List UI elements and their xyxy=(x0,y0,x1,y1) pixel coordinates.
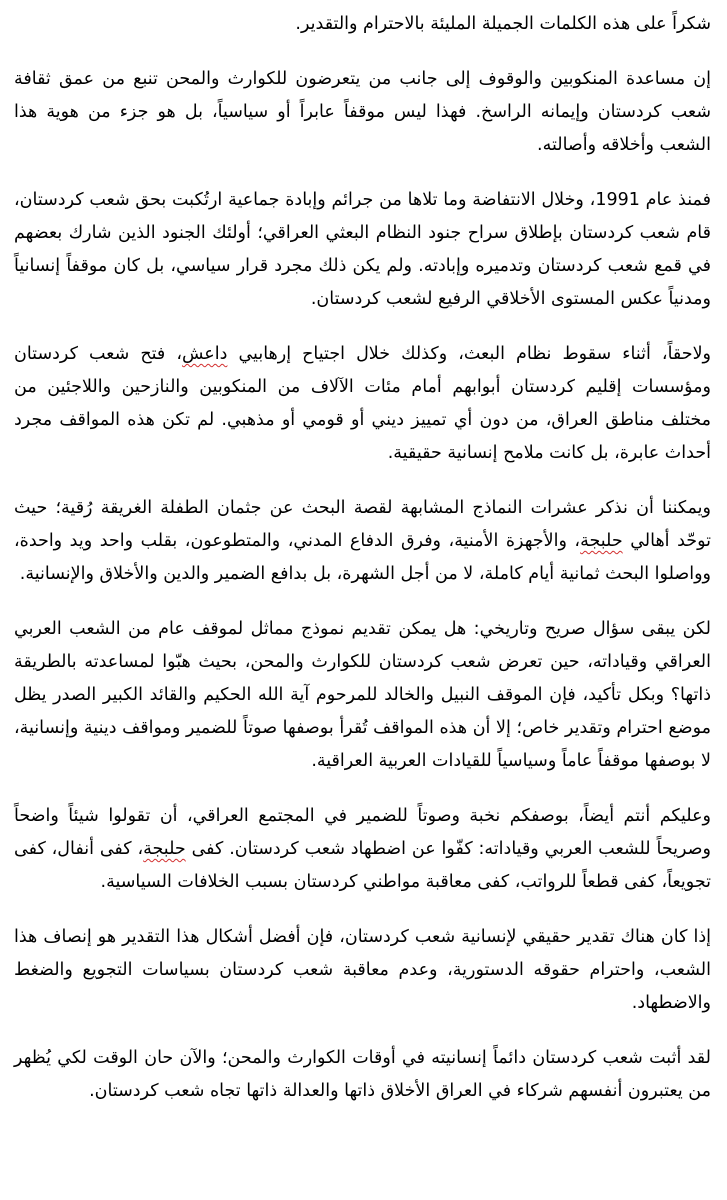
paragraph-text: ، والأجهزة الأمنية، وفرق الدفاع المدني، والمتطوعون، بقلب واحد ويد واحدة، وواصلوا البحث ثمانية أيام كاملة، لا من أجل الشهرة، بل بدافع الضمير والدين والأخلاق والإنسانية. xyxy=(14,531,711,584)
paragraph-text: ويمكننا أن نذكر عشرات النماذج المشابهة لقصة البحث عن جثمان الطفلة الغريقة رُقية؛ حيث توحّد أهالي xyxy=(14,498,711,551)
paragraph-text: ، كفى أنفال، كفى تجويعاً، كفى قطعاً للرواتب، كفى معاقبة مواطني كردستان بسبب الخلافات السياسية. xyxy=(14,839,711,892)
spellcheck-flagged-word: حلبجة xyxy=(580,531,623,551)
paragraph-text: وعليكم أنتم أيضاً، بوصفكم نخبة وصوتاً للضمير في المجتمع العراقي، أن تقولوا شيئاً واضحاً وصريحاً للشعب العربي وقياداته: كفّوا عن اضطهاد شعب كردستان. كفى xyxy=(14,806,711,859)
paragraph-text: لقد أثبت شعب كردستان دائماً إنسانيته في أوقات الكوارث والمحن؛ والآن حان الوقت لكي يُظهر من يعتبرون أنفسهم شركاء في العراق الأخلاق ذاتها والعدالة ذاتها تجاه شعب كردستان. xyxy=(14,1048,711,1101)
paragraph-thanks xyxy=(14,8,711,41)
paragraph-text: إن مساعدة المنكوبين والوقوف إلى جانب من يتعرضون للكوارث والمحن تنبع من عمق ثقافة شعب كردستان وإيمانه الراسخ. فهذا ليس موقفاً عابراً أو سياسياً، بل هو جزء من هوية هذا الشعب وأخلاقه وأصالته. xyxy=(14,69,711,155)
spellcheck-flagged-word: داعش xyxy=(181,344,228,364)
paragraph-text: ولاحقاً، أثناء سقوط نظام البعث، وكذلك خلال اجتياح إرهابيي xyxy=(227,344,712,364)
paragraph-text: لكن يبقى سؤال صريح وتاريخي: هل يمكن تقديم نموذج مماثل لموقف عام من الشعب العربي العراقي وقياداته، حين تعرض شعب كردستان للكوارث والمحن، بحيث هبّوا لمساعدته بالطريقة ذاتها؟ وبكل تأكيد، فإن الموقف النبيل والخالد للمرحوم آية الله الحكيم والقائد الكبير الصدر يظل موضع احترام وتقدير خاص؛ إلا أن هذه المواقف تُقرأ بوصفها صوتاً للضمير ومواقف دينية وإنسانية، لا بوصفها موقفاً عاماً وسياسياً للقيادات العربية العراقية. xyxy=(14,619,711,771)
paragraph-text: إذا كان هناك تقدير حقيقي لإنسانية شعب كردستان، فإن أفضل أشكال هذا التقدير هو إنصاف هذا الشعب، واحترام حقوقه الدستورية، وعدم معاقبة شعب كردستان بسياسات التجويع والضغط والاضطهاد. xyxy=(14,927,711,1013)
paragraph-appreciation xyxy=(14,921,711,1020)
spellcheck-flagged-word: حلبجة xyxy=(143,839,186,859)
paragraph-appeal xyxy=(14,800,711,899)
paragraph-text: فمنذ عام 1991، وخلال الانتفاضة وما تلاها من جرائم وإبادة جماعية ارتُكبت بحق شعب كردستان، قام شعب كردستان بإطلاق سراح جنود النظام البعثي العراقي؛ أولئك الجنود الذين شارك بعضهم في قمع شعب كردستان وتدميره وإبادته. ولم يكن ذلك مجرد قرار سياسي، بل كان موقفاً إنسانياً ومدنياً عكس المستوى الأخلاقي الرفيع لشعب كردستان. xyxy=(14,190,711,309)
paragraph-search xyxy=(14,492,711,591)
paragraph-text: ، فتح شعب كردستان ومؤسسات إقليم كردستان أبوابهم أمام مئات الآلاف من المنكوبين والنازحين واللاجئين من مختلف مناطق العراق، من دون أي تمييز ديني أو قومي أو مذهبي. لم تكن هذه المواقف مجرد أحداث عابرة، بل كانت ملامح إنسانية حقيقية. xyxy=(14,344,711,463)
paragraph-text: شكراً على هذه الكلمات الجميلة المليئة بالاحترام والتقدير. xyxy=(295,14,711,34)
paragraph-question xyxy=(14,613,711,778)
paragraph-displaced xyxy=(14,338,711,470)
paragraph-conclusion xyxy=(14,1042,711,1108)
paragraph-1991 xyxy=(14,184,711,316)
paragraph-culture xyxy=(14,63,711,162)
